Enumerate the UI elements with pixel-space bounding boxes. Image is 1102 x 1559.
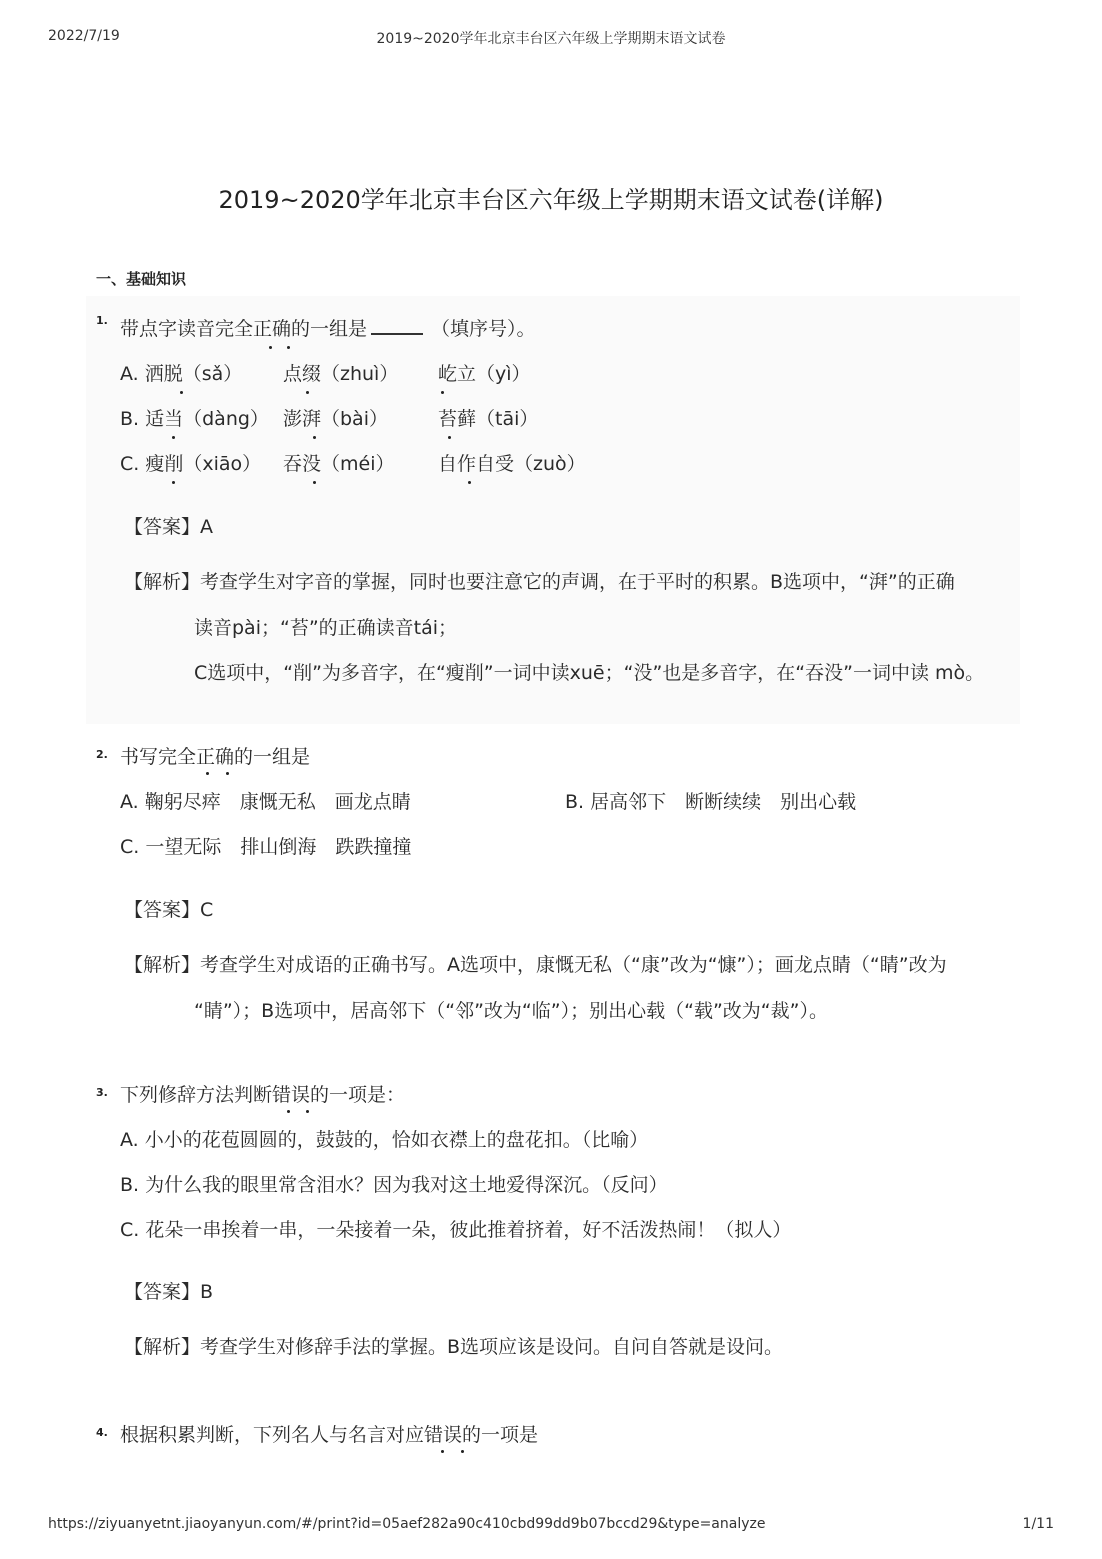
option-c: C. 花朵一串挨着一串，一朵接着一朵，彼此推着挤着，好不活泼热闹！（拟人） [120, 1219, 792, 1241]
header-title: 2019~2020学年北京丰台区六年级上学期期末语文试卷 [376, 31, 726, 47]
option-text: A. 洒脱（sǎ） [120, 363, 243, 385]
page-number: 1/11 [1022, 1516, 1054, 1532]
document-title: 2019~2020学年北京丰台区六年级上学期期末语文试卷(详解) [218, 186, 884, 214]
option-c: C. 一望无际 排山倒海 跌跌撞撞 [120, 836, 412, 858]
option-row-a [120, 361, 720, 387]
option-text: 点缀（zhuì） [283, 363, 399, 385]
footer-url[interactable]: https://ziyuanyetnt.jiaoyanyun.com/#/print?id=05aef282a90c410cbd99dd9b07bccd29&type=analyze [48, 1516, 766, 1532]
question-number: 2. [96, 748, 108, 761]
explanation [124, 952, 947, 978]
option-text: B. 适当（dàng） [120, 408, 269, 430]
emphasis-dot [313, 436, 316, 439]
question-stem [120, 316, 536, 342]
emphasis-dot [306, 391, 309, 394]
answer: 【答案】A [124, 516, 213, 538]
explanation-label: 【解析】 [124, 1336, 201, 1358]
emphasis-dot [306, 1110, 309, 1113]
option-b: B. 居高邻下 断断续续 别出心载 [565, 791, 857, 813]
emphasis-dot [468, 481, 471, 484]
section-title: 一、基础知识 [96, 270, 187, 288]
option-a: A. 鞠躬尽瘁 康慨无私 画龙点睛 [120, 791, 411, 813]
explanation-text: C选项中，“削”为多音字，在“瘦削”一词中读xuē；“没”也是多音字，在“吞没”一词中读 mò。 [194, 662, 985, 684]
emphasis-dot [313, 481, 316, 484]
explanation-text: 读音pài；“苔”的正确读音tái； [194, 617, 458, 639]
option-row-c [120, 451, 720, 477]
question-1 [86, 296, 1020, 724]
question-number: 4. [96, 1426, 108, 1439]
explanation-text: “睛”）；B选项中，居高邻下（“邻”改为“临”）；别出心载（“载”改为“裁”）。 [194, 1000, 828, 1022]
option-text: 自作自受（zuò） [438, 453, 586, 475]
emphasis-dot [287, 1110, 290, 1113]
emphasis-dot [441, 1450, 444, 1453]
explanation-text: 考查学生对成语的正确书写。A选项中，康慨无私（“康”改为“慷”）；画龙点睛（“睛”改为 [200, 954, 947, 976]
emphasis-dot [206, 772, 209, 775]
header-date: 2022/7/19 [48, 28, 120, 44]
option-text: 苔藓（tāi） [438, 408, 539, 430]
option-b: B. 为什么我的眼里常含泪水？因为我对这土地爱得深沉。（反问） [120, 1174, 668, 1196]
emphasis-dot [287, 346, 290, 349]
question-number: 3. [96, 1086, 108, 1099]
question-stem: 书写完全正确的一组是 [120, 746, 311, 768]
option-text: 吞没（méi） [283, 453, 395, 475]
emphasis-dot [172, 436, 175, 439]
emphasis-dot [226, 772, 229, 775]
emphasis-dot [448, 436, 451, 439]
emphasis-dot [172, 481, 175, 484]
explanation-text: 考查学生对字音的掌握，同时也要注意它的声调，在于平时的积累。B选项中，“湃”的正确 [200, 571, 955, 593]
question-stem: 根据积累判断，下列名人与名言对应错误的一项是 [120, 1424, 539, 1446]
option-row-b [120, 406, 720, 432]
question-stem: 下列修辞方法判断错误的一项是： [120, 1084, 406, 1106]
emphasis-dot [441, 391, 444, 394]
option-text: 澎湃（bài） [283, 408, 388, 430]
option-text: C. 瘦削（xiāo） [120, 453, 262, 475]
option-text: 屹立（yì） [438, 363, 531, 385]
stem-text: 带点字读音完全正确的一组是 [120, 318, 368, 340]
answer-blank [371, 319, 423, 335]
question-number: 1. [96, 314, 108, 327]
stem-text-suffix: （填序号）。 [431, 318, 536, 340]
explanation [124, 569, 955, 595]
explanation-label: 【解析】 [124, 954, 201, 976]
explanation-label: 【解析】 [124, 571, 201, 593]
emphasis-dot [180, 391, 183, 394]
option-a: A. 小小的花苞圆圆的，鼓鼓的，恰如衣襟上的盘花扣。（比喻） [120, 1129, 649, 1151]
emphasis-dot [461, 1450, 464, 1453]
emphasis-dot [269, 346, 272, 349]
explanation-text: 考查学生对修辞手法的掌握。B选项应该是设问。自问自答就是设问。 [200, 1336, 784, 1358]
explanation [124, 1334, 783, 1360]
answer: 【答案】C [124, 899, 214, 921]
answer: 【答案】B [124, 1281, 214, 1303]
